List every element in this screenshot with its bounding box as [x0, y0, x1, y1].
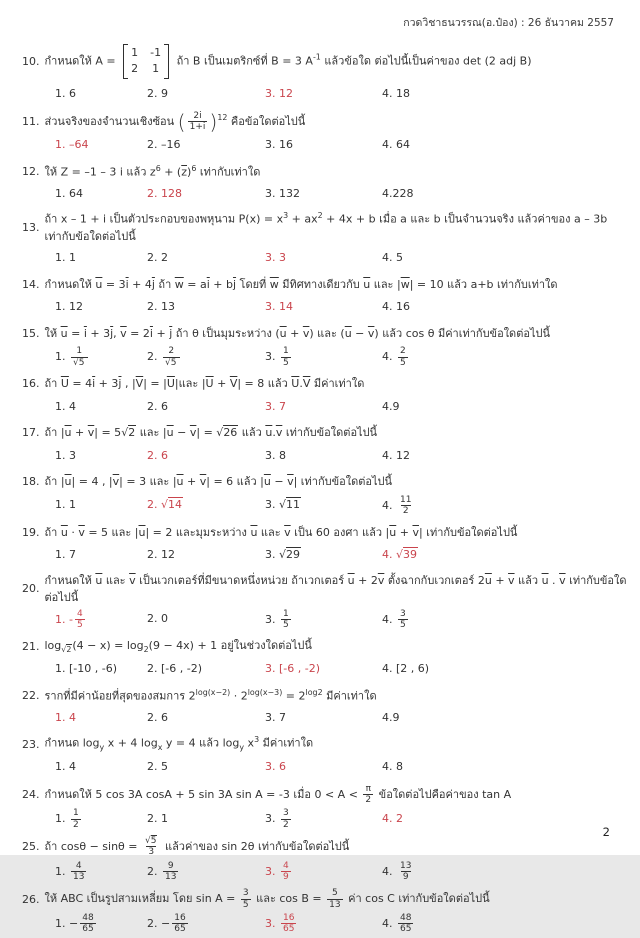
- choice: 1. − $\frac{48}{65}$: [55, 913, 94, 935]
- question: [22, 323, 632, 371]
- question: [22, 836, 632, 885]
- question-text: รากที่มีค่าน้อยที่สุดของสมการ $2^{log(x-2)} \cdot 2^{log(x-3)} = 2^{log2}$ มีค่าเท่าใด: [44, 687, 377, 703]
- question: [22, 572, 632, 634]
- question-line: [22, 210, 632, 245]
- choice: 3. 16: [265, 138, 293, 152]
- choice-list: [22, 444, 632, 469]
- choice: 4. √39: [382, 548, 418, 562]
- choice-list: [22, 83, 632, 108]
- choice-list: [22, 607, 632, 634]
- choice: 4. $\frac{3}{5}$: [382, 608, 406, 631]
- question: [22, 734, 632, 780]
- question-line: [22, 685, 632, 705]
- question-line: [22, 734, 632, 754]
- choice: 2. − $\frac{16}{65}$: [147, 913, 186, 935]
- question-number: 23.: [22, 737, 40, 751]
- question-text: ถ้า $\overline{u} \cdot \overline{v} = 5$ และ $|\overline{u}| = 2$ และมุมระหว่าง $\overline{u}$ และ $\overline{v}$ เป็น 60 องศา แล้ว $|\overline{u} + \overline{v}|$ เท่ากับข้อใดต่อไปนี้: [44, 526, 518, 540]
- choice: 4. 64: [382, 138, 410, 152]
- choice: 4. 2: [382, 811, 403, 825]
- choice: 3. 132: [265, 187, 300, 201]
- question-line: [22, 423, 632, 443]
- question-number: 21.: [22, 639, 40, 653]
- choice: 2. $\frac{9}{13}$: [147, 860, 177, 883]
- question-text: ให้ Z = –1 – 3 i แล้ว $z^6 + (\overline{z})^6$ เท่ากับเท่าใด: [44, 163, 261, 179]
- choice: 1. –64: [55, 138, 89, 152]
- question: [22, 274, 632, 320]
- choice-list: [22, 182, 632, 207]
- choice: 2. 6: [147, 448, 168, 462]
- question-line: [22, 472, 632, 492]
- choice: 1. 4: [55, 711, 76, 725]
- choice-list: [22, 344, 632, 371]
- choice: 2. 13: [147, 299, 175, 313]
- choice: 4. $\frac{11}{2}$: [382, 494, 412, 517]
- choice: 4.228: [382, 187, 414, 201]
- question: [22, 685, 632, 731]
- choice: 1. 3: [55, 448, 76, 462]
- question-text: ถ้า $\overline{U} = 4\overline{i} + 3\overline{j}$ , $|\overline{V}| = |\overline{U}|$และ $|\overline{U} + \overline{V}| = 8$ แล้ว $\overline{U}.\overline{V}$ มีค่าเท่าใด: [44, 377, 365, 391]
- choice: 2. 1: [147, 811, 168, 825]
- question-number: 14.: [22, 277, 40, 291]
- question-text: กำหนดให้ $\overline{u} = 3\overline{i} + 4\overline{j}$ ถ้า $\overline{w} = a\overline{i} + b\overline{j}$ โดยที่ $\overline{w}$ มีทิศทางเดียวกับ $\overline{u}$ และ $|\overline{w}| = 10$ แล้ว a+b เท่ากับเท่าใด: [44, 277, 558, 291]
- question-number: 26.: [22, 892, 40, 906]
- choice: 1. 1: [55, 250, 76, 264]
- question-text: ถ้า $|\overline{u} + \overline{v}| = 5√2$ และ $|\overline{u} - \overline{v}| = √26$ แล้ว $\overline{u}.\overline{v}$ เท่ากับข้อใดต่อไปนี้: [44, 426, 378, 440]
- question-number: 25.: [22, 840, 40, 854]
- question: [22, 374, 632, 420]
- choice: 1. 1: [55, 498, 76, 512]
- choice: 4. $\frac{48}{65}$: [382, 913, 412, 935]
- question-line: [22, 161, 632, 181]
- question-number: 13.: [22, 221, 40, 235]
- question-line: [22, 836, 632, 858]
- choice: 2. 128: [147, 187, 182, 201]
- question-line: [22, 111, 632, 133]
- choice: 1. $\frac{1}{2}$: [55, 808, 79, 830]
- choice: 3. 14: [265, 299, 293, 313]
- choice: 3. 3: [265, 250, 286, 264]
- question-line: [22, 888, 632, 910]
- choice: 2. 0: [147, 612, 168, 626]
- choice: 2. $\frac{2}{√5}$: [147, 346, 265, 368]
- question-number: 15.: [22, 326, 40, 340]
- question-number: 10.: [22, 54, 40, 68]
- choice: 1. $\frac{4}{13}$: [55, 860, 85, 883]
- page-number: 2: [602, 825, 610, 839]
- choice: 1. 7: [55, 548, 76, 562]
- choice: 2. 2: [147, 250, 168, 264]
- question: [22, 210, 632, 271]
- choice-list: [22, 295, 632, 320]
- question-line: [22, 784, 632, 806]
- choice: 2. 12: [147, 548, 175, 562]
- choice: 3. √11: [265, 498, 301, 512]
- choice-list: [22, 756, 632, 781]
- choice: 4. $\frac{13}{9}$: [382, 860, 412, 883]
- choice-list: [22, 806, 632, 833]
- choice: 3. 12: [265, 87, 293, 101]
- choice: 1. 6: [55, 87, 76, 101]
- choice: 3. √29: [265, 548, 301, 562]
- choice-list: [22, 706, 632, 731]
- question-text: ถ้า x – 1 + i เป็นตัวประกอบของพหุนาม $P(x) = x^3 + ax^2 + 4x + b$ เมื่อ a และ b เป็นจำนวนจริง แล้วค่าของ a – 3b เท่ากับข้อใดต่อไปนี้: [44, 211, 608, 244]
- choice: 4. [2 , 6): [382, 662, 430, 676]
- question: [22, 888, 632, 937]
- question: [22, 636, 632, 682]
- choice: 4. 5: [382, 250, 403, 264]
- choice: 3. $\frac{1}{5}$: [265, 346, 289, 368]
- choice: 1. 64: [55, 187, 83, 201]
- question-number: 17.: [22, 426, 40, 440]
- question: [22, 523, 632, 569]
- choice: 4. $\frac{2}{5}$: [382, 346, 406, 368]
- question-list: [0, 35, 640, 938]
- choice: 3. 7: [265, 711, 286, 725]
- choice-list: [22, 657, 632, 682]
- choice: 3. 6: [265, 760, 286, 774]
- choice: 4. 18: [382, 87, 410, 101]
- choice: 1. 4: [55, 760, 76, 774]
- choice: 3. 8: [265, 448, 286, 462]
- question-text: ให้ $\overline{u} = \overline{i} + 3\overline{j}$, $\overline{v} = 2\overline{i} + \overline{j}$ ถ้า θ เป็นมุมระหว่าง $(\overline{u} + \overline{v})$ และ $(\overline{u} - \overline{v})$ แล้ว cos θ มีค่าเท่ากับข้อใดต่อไปนี้: [44, 326, 550, 340]
- choice: 4. 8: [382, 760, 403, 774]
- choice: 2. 5: [147, 760, 168, 774]
- choice: 4. 16: [382, 299, 410, 313]
- choice-list: [22, 544, 632, 569]
- question-number: 24.: [22, 787, 40, 801]
- choice: 2. √14: [147, 498, 183, 512]
- choice: 3. $\frac{3}{2}$: [265, 808, 289, 830]
- question-text: กำหนดให้ A = 1 -1 2 1 ถ้า B เป็นเมตริกซ์ที่ B = 3 $A^{-1}$ แล้วข้อใด ต่อไปนี้เป็นค่าของ det (2 adj B): [45, 41, 633, 82]
- question-line: [22, 572, 632, 606]
- question-line: [22, 374, 632, 394]
- choice-list: [22, 246, 632, 271]
- choice: 3. [-6 , -2): [265, 662, 320, 676]
- question-number: 16.: [22, 377, 40, 391]
- choice-list: [22, 493, 632, 520]
- choice: 2. 9: [147, 87, 168, 101]
- question-text: กำหนด $\log_y x + 4$ $\log_x y = 4$ แล้ว $\log_y x^3$ มีค่าเท่าใด: [44, 735, 314, 753]
- choice-list: [22, 395, 632, 420]
- choice: 3. 7: [265, 399, 286, 413]
- question-text: ส่วนจริงของจำนวนเชิงซ้อน ( $\frac{2i}{1+i}$ )$^{12}$ คือข้อใดต่อไปนี้: [44, 109, 306, 134]
- choice: 4.9: [382, 711, 400, 725]
- choice: 3. $\frac{4}{9}$: [265, 860, 289, 883]
- choice: 1. [-10 , -6): [55, 662, 117, 676]
- question: [22, 472, 632, 520]
- question-number: 11.: [22, 115, 40, 129]
- choice: 4.9: [382, 399, 400, 413]
- question: [22, 111, 632, 159]
- choice: 2. [-6 , -2): [147, 662, 202, 676]
- question-number: 12.: [22, 164, 40, 178]
- choice-list: [22, 859, 632, 886]
- question-number: 18.: [22, 475, 40, 489]
- question-text: ถ้า $|\overline{u}| = 4$ , $|\overline{v}| = 3$ และ $|\overline{u} + \overline{v}| = 6$ แล้ว $|\overline{u} - \overline{v}|$ เท่ากับข้อใดต่อไปนี้: [44, 475, 393, 489]
- question-line: [22, 274, 632, 294]
- choice: 2. –16: [147, 138, 181, 152]
- question: [22, 784, 632, 833]
- question-text: กำหนดให้ 5 cos 3A cosA + 5 sin 3A sin A = -3 เมื่อ 0 < A < $\frac{\pi}{2}$ ข้อใดต่อไปคือค่าของ tan A: [44, 783, 512, 805]
- choice: 2. 6: [147, 711, 168, 725]
- choice: 2. 6: [147, 399, 168, 413]
- question-text: กำหนดให้ $\overline{u}$ และ $\overline{v}$ เป็นเวกเตอร์ที่มีขนาดหนึ่งหน่วย ถ้าเวกเตอร์ $\overline{u} + 2\overline{v}$ ตั้งฉากกับเวกเตอร์ $2\overline{u} + \overline{v}$ แล้ว $\overline{u}$ . $\overline{v}$ เท่ากับข้อใดต่อไปนี้: [44, 573, 627, 604]
- question-line: [22, 41, 632, 82]
- question-number: 20.: [22, 582, 40, 596]
- question: [22, 423, 632, 469]
- choice-list: [22, 911, 632, 938]
- choice-list: [22, 133, 632, 158]
- question-number: 19.: [22, 526, 40, 540]
- choice: 3. $\frac{1}{5}$: [265, 608, 289, 631]
- choice: 1. 4: [55, 399, 76, 413]
- header-title: กวดวิชาธนวรรณ(อ.ป๋อง) : 26 ธันวาคม 2557: [403, 17, 614, 29]
- choice: 1. - $\frac{4}{5}$: [55, 608, 83, 631]
- question-line: [22, 636, 632, 656]
- choice: 1. $\frac{1}{√5}$: [55, 346, 147, 368]
- question-text: $\log_{√2}(4 - x) = \log_2(9 - 4x) + 1$ อยู่ในช่วงใดต่อไปนี้: [44, 638, 312, 654]
- choice: 4. 12: [382, 448, 410, 462]
- question-line: [22, 523, 632, 543]
- choice: 1. 12: [55, 299, 83, 313]
- question: [22, 161, 632, 207]
- question-text: ถ้า cosθ − sinθ = $\frac{√5}{3}$ แล้วค่าของ sin 2θ เท่ากับข้อใดต่อไปนี้: [44, 835, 350, 858]
- question: [22, 41, 632, 108]
- question-line: [22, 323, 632, 343]
- question-text: ให้ ABC เป็นรูปสามเหลี่ยม โดย sin A = $\frac{3}{5}$ และ cos B = $\frac{5}{13}$ ค่า cos C เท่ากับข้อใดต่อไปนี้: [44, 888, 490, 910]
- question-number: 22.: [22, 688, 40, 702]
- choice: 3. $\frac{16}{65}$: [265, 913, 295, 935]
